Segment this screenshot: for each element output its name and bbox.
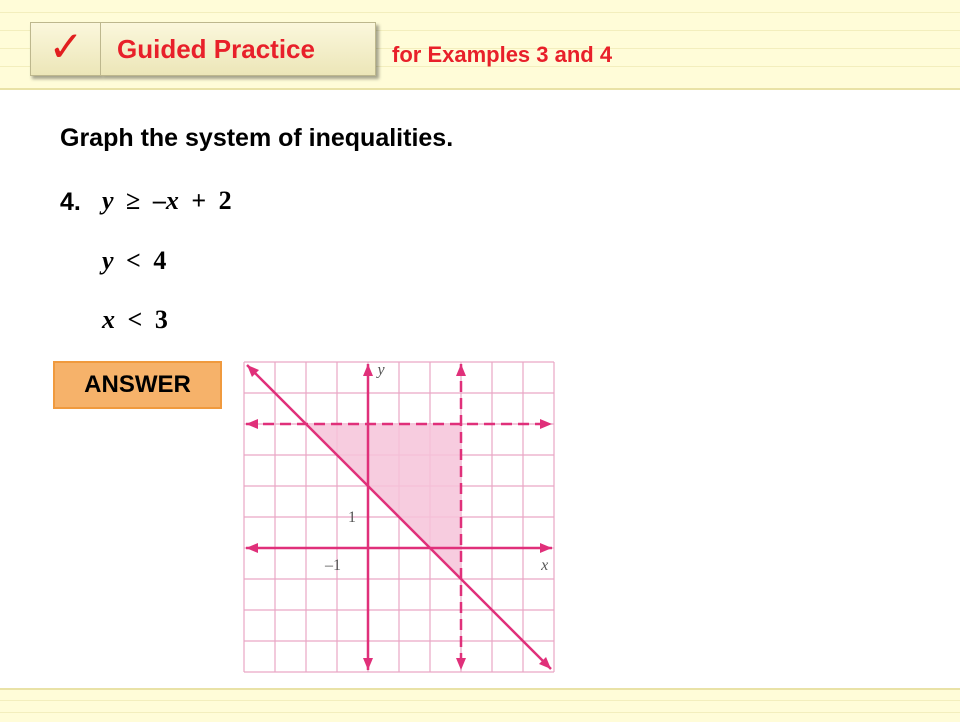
y-axis-arrowhead [363,364,373,376]
check-mark-icon: ✓ [48,22,84,71]
inequality-2: y < 4 [102,246,167,275]
x-tick-label: –1 [325,557,341,574]
boundary-y-equals-4-arrowhead [540,419,552,429]
x-axis-arrowhead [246,543,258,553]
answer-badge [53,361,222,409]
x-axis-arrowhead [540,543,552,553]
boundary-x-equals-3-arrowhead [456,658,466,670]
check-mark-box [30,22,101,76]
answer-label: ANSWER [84,371,191,398]
guided-practice-title-box [100,22,376,76]
footer-band [0,688,960,722]
y-tick-label: 1 [348,509,356,526]
examples-subtitle: for Examples 3 and 4 [392,42,613,67]
inequality-graph [236,356,556,676]
y-axis-arrowhead [363,658,373,670]
inequality-1: y ≥ –x + 2 [102,186,232,215]
x-axis-label: x [541,557,549,574]
inequality-3: x < 3 [102,305,168,334]
problem-instruction: Graph the system of inequalities. [60,124,454,152]
guided-practice-title: Guided Practice [117,34,315,64]
y-axis-label: y [377,361,385,379]
problem-number: 4. [60,188,81,216]
boundary-y-equals-4-arrowhead [246,419,258,429]
boundary-x-equals-3-arrowhead [456,364,466,376]
